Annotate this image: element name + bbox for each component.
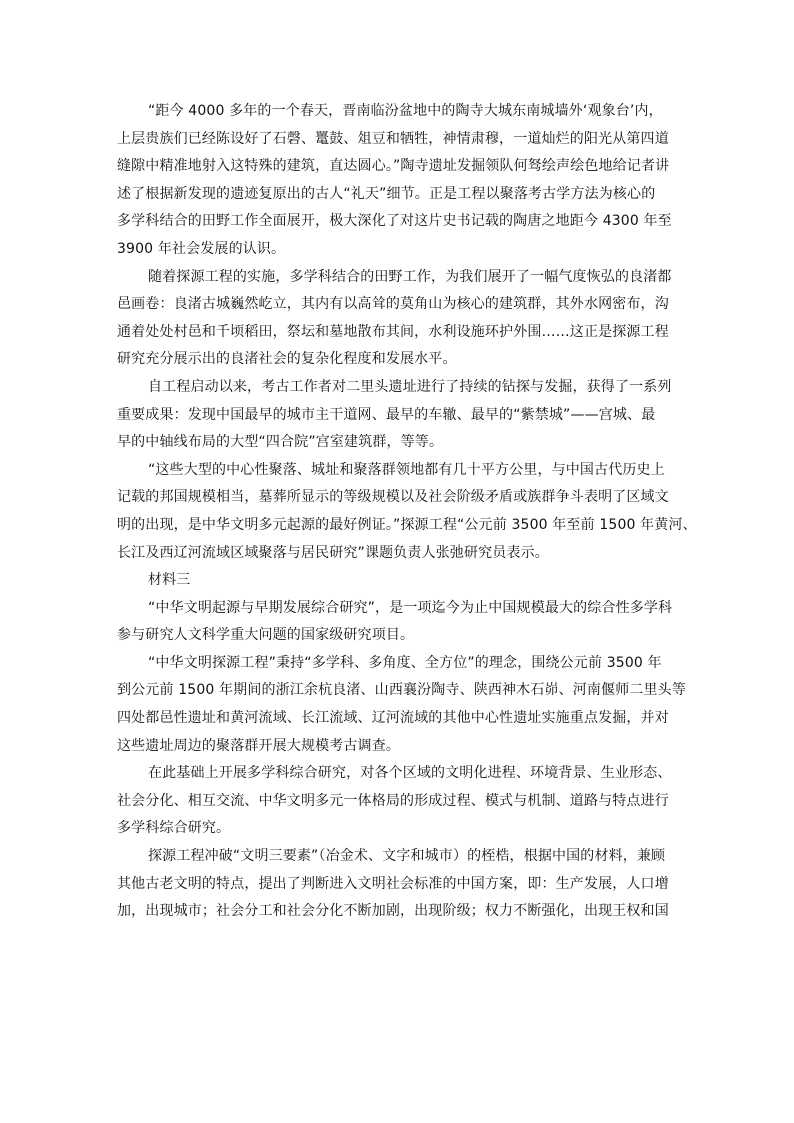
text-line: 通着处处村邑和千顷稻田，祭坛和墓地散布其间，水利设施环护外围……这正是探源工程 (117, 323, 669, 340)
text-line: 到公元前 1500 年期间的浙江余杭良渚、山西襄汾陶寺、陕西神木石峁、河南偃师二里头等 (117, 682, 686, 699)
text-line: 探源工程冲破“文明三要素”（冶金术、文字和城市）的桎梏，根据中国的材料，兼顾 (148, 848, 666, 865)
text-line: 其他古老文明的特点，提出了判断进入文明社会标准的中国方案，即：生产发展，人口增 (117, 875, 669, 892)
text-line: 上层贵族们已经陈设好了石磬、鼍鼓、俎豆和牺牲，神情肃穆，一道灿烂的阳光从第四道 (117, 130, 669, 147)
text-line: “中华文明起源与早期发展综合研究”，是一项迄今为止中国规模最大的综合性多学科 (148, 599, 673, 616)
text-line: 四处都邑性遗址和黄河流域、长江流域、辽河流域的其他中心性遗址实施重点发掘，并对 (117, 710, 669, 727)
text-line: 参与研究人文科学重大问题的国家级研究项目。 (117, 627, 415, 644)
text-line: 加，出现城市；社会分工和社会分化不断加剧，出现阶级；权力不断强化，出现王权和国 (117, 903, 669, 920)
text-line: 明的出现，是中华文明多元起源的最好例证。”探源工程“公元前 3500 年至前 1500 年黄河、 (117, 516, 697, 533)
text-line: 多学科综合研究。 (117, 820, 231, 837)
text-line: 研究充分展示出的良渚社会的复杂化程度和发展水平。 (117, 351, 457, 368)
text-line: 邑画卷：良渚古城巍然屹立，其内有以高耸的莫角山为核心的建筑群，其外水网密布，沟 (117, 296, 669, 313)
text-line: “距今 4000 多年的一个春天，晋南临汾盆地中的陶寺大城东南城墙外‘观象台’内， (148, 103, 663, 119)
text-line: 3900 年社会发展的认识。 (117, 240, 286, 257)
text-line: “这些大型的中心性聚落、城址和聚落群领地都有几十平方公里，与中国古代历史上 (148, 461, 665, 478)
text-line: 重要成果：发现中国最早的城市主干道网、最早的车辙、最早的“紫禁城”——宫城、最 (117, 406, 656, 423)
section-heading: 材料三 (148, 572, 191, 589)
article-body (117, 98, 697, 926)
text-line: 记载的邦国规模相当，墓葬所显示的等级规模以及社会阶级矛盾或族群争斗表明了区域文 (117, 489, 669, 506)
text-line: 早的中轴线布局的大型“四合院”宫室建筑群，等等。 (117, 434, 444, 451)
text-line: “中华文明探源工程”秉持“多学科、多角度、全方位”的理念，围绕公元前 3500 年 (148, 654, 662, 671)
text-line: 随着探源工程的实施，多学科结合的田野工作，为我们展开了一幅气度恢弘的良渚都 (148, 268, 672, 285)
text-line: 社会分化、相互交流、中华文明多元一体格局的形成过程、模式与机制、道路与特点进行 (117, 792, 669, 809)
text-line: 这些遗址周边的聚落群开展大规模考古调查。 (117, 737, 400, 754)
text-line: 自工程启动以来，考古工作者对二里头遗址进行了持续的钻探与发掘，获得了一系列 (148, 378, 672, 395)
text-line: 缝隙中精准地射入这特殊的建筑，直达圆心。”陶寺遗址发掘领队何驽绘声绘色地给记者讲 (117, 158, 670, 175)
text-line: 多学科结合的田野工作全面展开，极大深化了对这片史书记载的陶唐之地距今 4300 年至 (117, 213, 672, 230)
text-line: 长江及西辽河流域区域聚落与居民研究”课题负责人张弛研究员表示。 (117, 544, 549, 561)
text-line: 在此基础上开展多学科综合研究，对各个区域的文明化进程、环境背景、生业形态、 (148, 765, 672, 782)
text-line: 述了根据新发现的遗迹复原出的古人“礼天”细节。正是工程以聚落考古学方法为核心的 (117, 185, 656, 202)
